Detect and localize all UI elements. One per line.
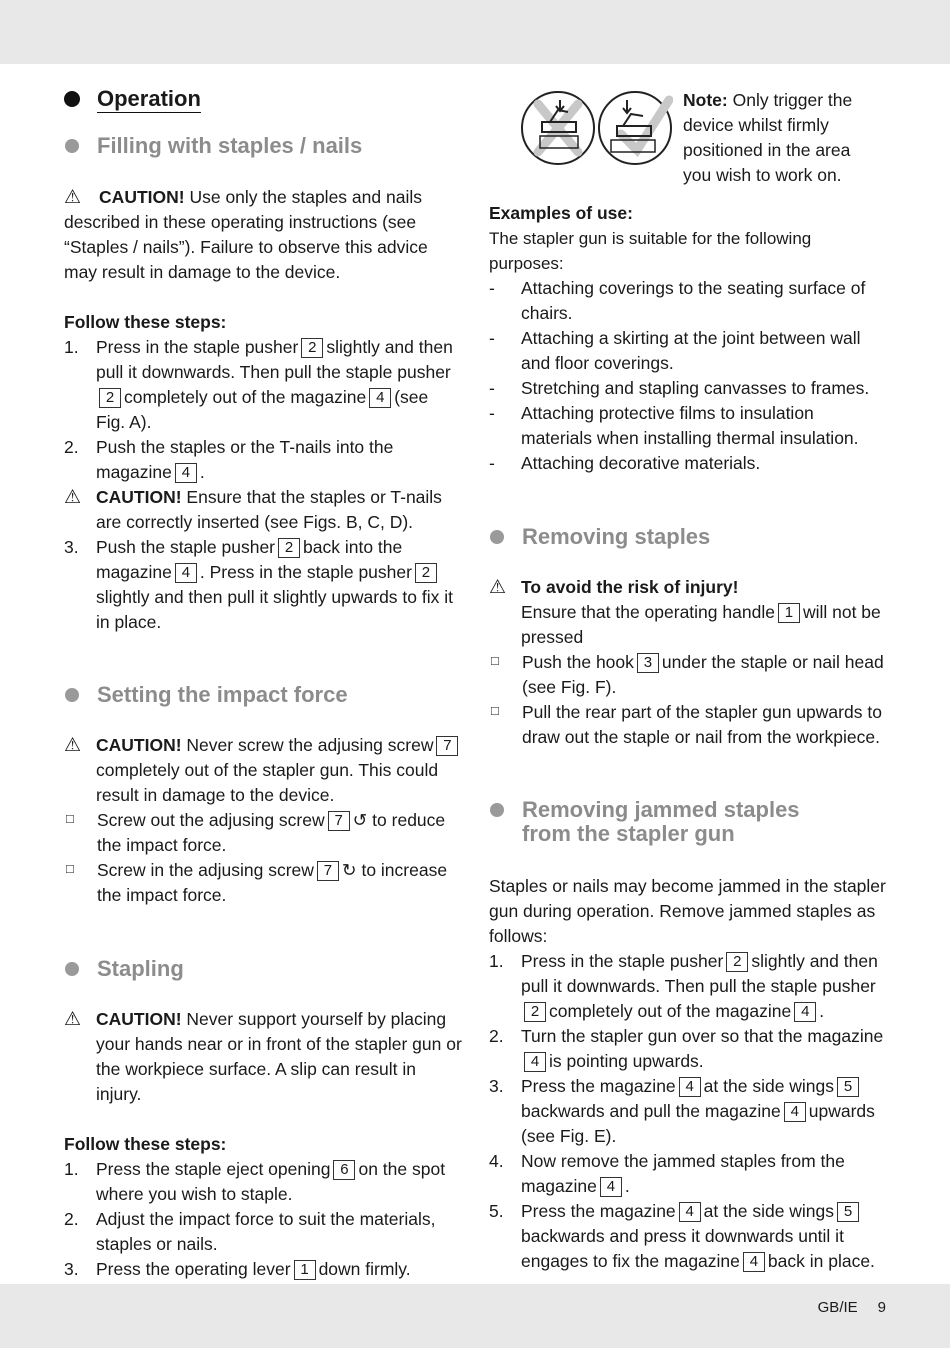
operation-heading: Operation bbox=[64, 84, 462, 114]
rotate-ccw-icon: ↺ bbox=[352, 810, 368, 830]
list-item: 2. Turn the stapler gun over so that the magazine4 is pointing upwards. bbox=[489, 1026, 884, 1071]
page-footer bbox=[818, 1299, 886, 1316]
jammed-heading: Removing jammed staples from the stapler gun bbox=[489, 798, 889, 846]
list-item: - Attaching decorative materials. bbox=[489, 453, 761, 473]
note-block bbox=[489, 84, 889, 188]
list-item: - Attaching a skirting at the joint between wall and floor coverings. bbox=[489, 328, 861, 373]
bullet-dot-icon bbox=[490, 803, 504, 817]
steps-title: Follow these steps: bbox=[64, 312, 227, 332]
list-item: 1. Press the staple eject opening 6 on the spot where you wish to staple. bbox=[64, 1159, 446, 1204]
left-column bbox=[64, 84, 462, 1282]
filling-heading: Filling with staples / nails bbox=[64, 134, 462, 158]
bullet-dot-icon bbox=[65, 139, 79, 153]
list-item: 3. Press the operating lever 1 down firmly. bbox=[64, 1259, 411, 1279]
warning-triangle-icon: ⚠ bbox=[64, 1009, 82, 1030]
filling-caution-2: ⚠ CAUTION! Ensure that the staples or T-nails are correctly inserted (see Figs. B, C, D). bbox=[64, 485, 462, 535]
impact-caution: ⚠ CAUTION! Never screw the adjusing screw 7completely out of the stapler gun. This could result in damage to the device. bbox=[64, 733, 462, 808]
list-item: 3. Press the magazine 4 at the side wings 5backwards and pull the magazine 4 upwards (see Fig. E). bbox=[489, 1076, 875, 1146]
warning-triangle-icon: ⚠ bbox=[489, 577, 507, 598]
footer-band bbox=[0, 1284, 950, 1348]
examples-intro: The stapler gun is suitable for the following purposes: bbox=[489, 229, 812, 273]
filling-caution: ⚠ CAUTION! Use only the staples and nails described in these operating instructions (see “Staples / nails”). Failure to observe this advice may result in damage to the device. bbox=[64, 187, 428, 282]
bullet-dot-icon bbox=[490, 530, 504, 544]
square-bullet-icon: ☐ bbox=[490, 656, 500, 668]
bullet-dot-icon bbox=[65, 688, 79, 702]
examples-title: Examples of use: bbox=[489, 203, 633, 223]
list-item: 1. Press in the staple pusher 2 slightly and then pull it downwards. Then pull the staple pusher2 completely out of the magazine 4 . bbox=[489, 951, 878, 1021]
square-bullet-icon: ☐ bbox=[65, 864, 75, 876]
header-band bbox=[0, 0, 950, 64]
list-item: ☐ Screw out the adjusing screw 7 ↺ to reduce the impact force. bbox=[64, 808, 462, 858]
stapling-heading: Stapling bbox=[64, 957, 462, 981]
list-item: - Attaching coverings to the seating surface of chairs. bbox=[489, 278, 866, 323]
warning-triangle-icon: ⚠ bbox=[64, 487, 82, 508]
bullet-dot-icon bbox=[64, 91, 80, 107]
stapler-wrong-usage-icon bbox=[520, 90, 596, 166]
removing-heading: Removing staples bbox=[489, 525, 889, 549]
list-item: 5. Press the magazine 4 at the side wings 5backwards and press it downwards until it engages to fix the magazine 4 back in place. bbox=[489, 1201, 875, 1271]
list-item: ☐ Screw in the adjusing screw 7 ↻ to increase the impact force. bbox=[64, 858, 462, 908]
list-item: - Stretching and stapling canvasses to frames. bbox=[489, 378, 870, 398]
removing-warning: ⚠ To avoid the risk of injury! Ensure that the operating handle 1 will not be pressed bbox=[489, 575, 889, 650]
list-item: 2. Adjust the impact force to suit the materials, staples or nails. bbox=[64, 1209, 436, 1254]
page-number: 9 bbox=[877, 1299, 886, 1316]
list-item: 3. Push the staple pusher 2 back into the magazine 4 . Press in the staple pusher 2slightly and then pull it slightly upwards to fix it in place. bbox=[64, 537, 453, 632]
steps-title: Follow these steps: bbox=[64, 1134, 227, 1154]
list-item: 4. Now remove the jammed staples from the magazine 4 . bbox=[489, 1151, 845, 1196]
list-item: 2. Push the staples or the T-nails into the magazine 4 . bbox=[64, 437, 394, 482]
rotate-cw-icon: ↻ bbox=[341, 860, 357, 880]
region-label: GB/IE bbox=[817, 1299, 858, 1316]
square-bullet-icon: ☐ bbox=[490, 706, 500, 718]
list-item: - Attaching protective films to insulation materials when installing thermal insulation. bbox=[489, 403, 859, 448]
list-item: ☐ Pull the rear part of the stapler gun upwards to draw out the staple or nail from the workpiece. bbox=[489, 700, 889, 750]
warning-triangle-icon: ⚠ bbox=[64, 187, 82, 208]
right-column bbox=[489, 84, 889, 1274]
list-item: ☐ Push the hook 3 under the staple or nail head (see Fig. F). bbox=[489, 650, 889, 700]
stapling-caution: ⚠ CAUTION! Never support yourself by placing your hands near or in front of the stapler gun or the workpiece surface. A slip can result in injury. bbox=[64, 1007, 462, 1107]
square-bullet-icon: ☐ bbox=[65, 814, 75, 826]
jammed-intro: Staples or nails may become jammed in the stapler gun during operation. Remove jammed staples as follows: bbox=[489, 876, 886, 946]
bullet-dot-icon bbox=[65, 962, 79, 976]
impact-heading: Setting the impact force bbox=[64, 683, 462, 707]
list-item: 1. Press in the staple pusher 2 slightly and then pull it downwards. Then pull the staple pusher2 completely out of the magazine 4 (see Fig. A). bbox=[64, 337, 453, 432]
stapler-correct-usage-icon bbox=[597, 90, 673, 166]
warning-triangle-icon: ⚠ bbox=[64, 735, 82, 756]
note-text: Note: Only trigger the device whilst firmly positioned in the area you wish to work on. bbox=[683, 90, 853, 185]
